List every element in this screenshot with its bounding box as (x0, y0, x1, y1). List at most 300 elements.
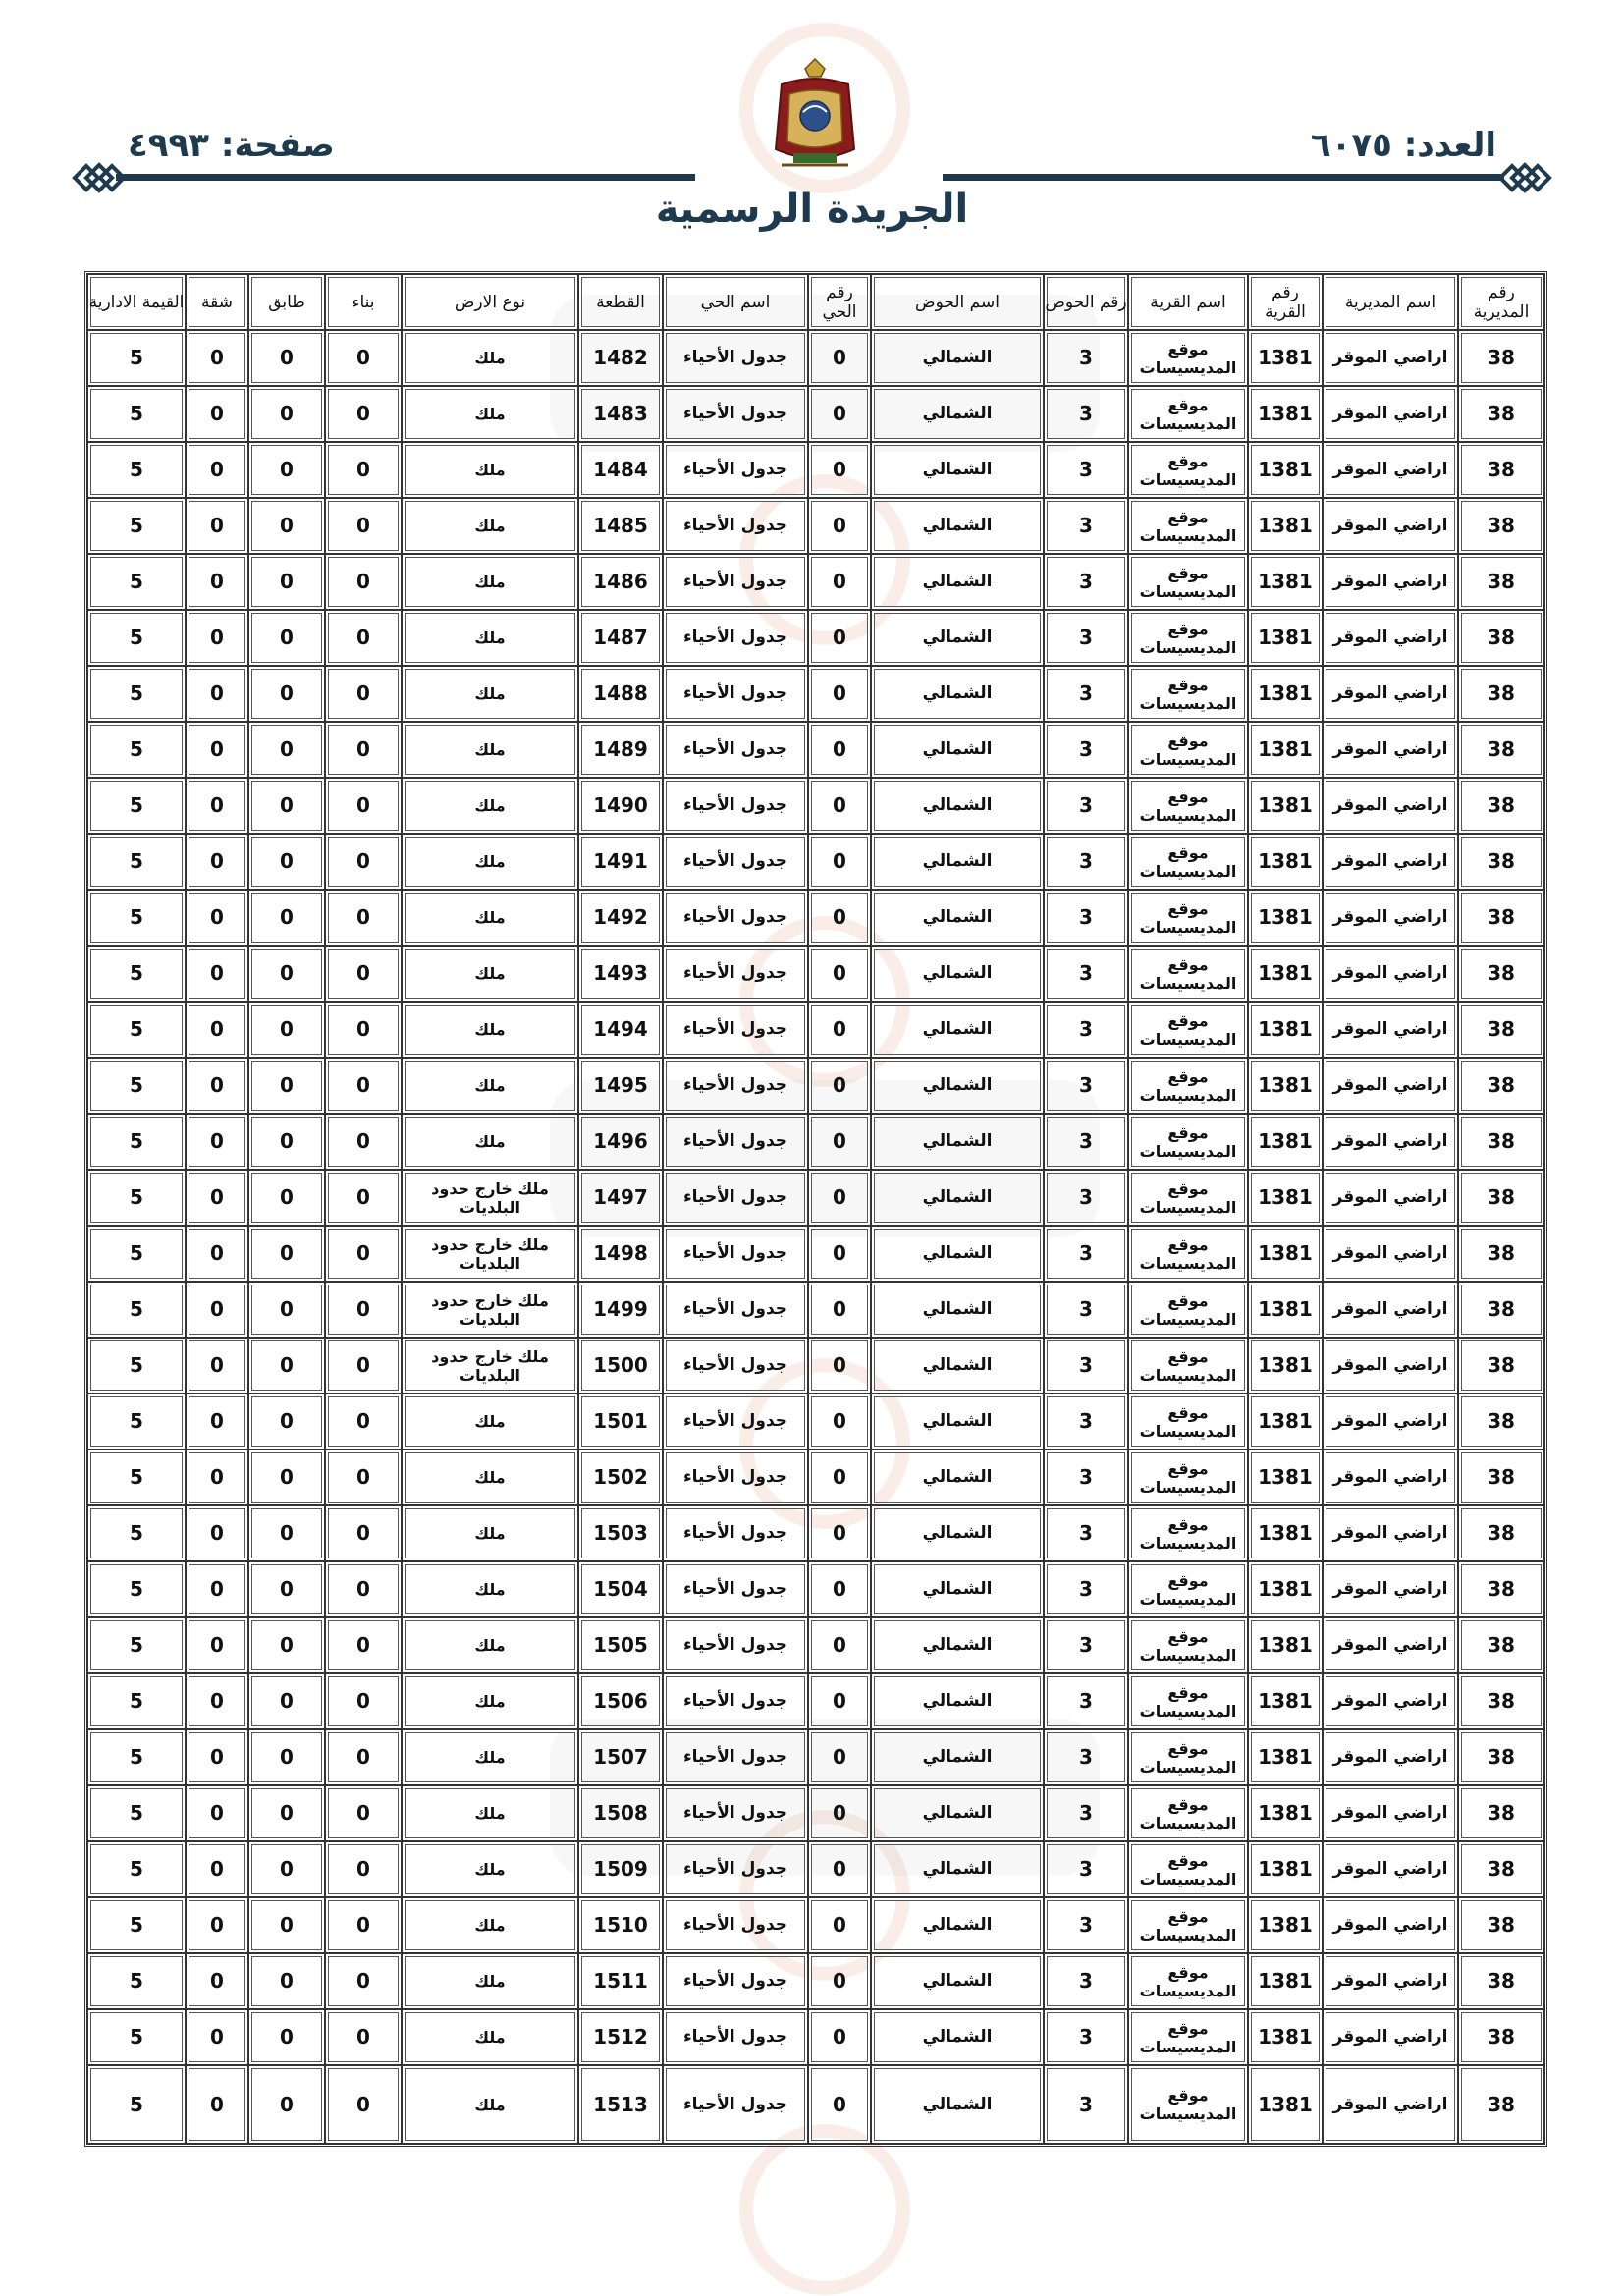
cell-basin-no: 3 (1044, 1953, 1128, 2009)
cell-apartment: 0 (186, 2065, 248, 2144)
cell-building: 0 (325, 1897, 402, 1953)
cell-district-no: 0 (808, 778, 871, 834)
cell-village-no: 1381 (1248, 666, 1323, 722)
cell-land-type: ملك (402, 1394, 578, 1449)
cell-plot-no: 1482 (578, 330, 663, 386)
cell-apartment: 0 (186, 1729, 248, 1785)
cell-building: 0 (325, 442, 402, 498)
header-land-type: نوع الارض (402, 274, 578, 330)
cell-admin-value: 5 (87, 2065, 186, 2144)
table-row (87, 1114, 1544, 1170)
cell-apartment: 0 (186, 442, 248, 498)
cell-floor: 0 (248, 834, 325, 890)
cell-land-type: ملك (402, 1002, 578, 1058)
cell-plot-no: 1488 (578, 666, 663, 722)
cell-directorate-name: اراضي الموقر (1323, 946, 1458, 1002)
cell-apartment: 0 (186, 1841, 248, 1897)
cell-basin-name: الشمالي (871, 1394, 1044, 1449)
cell-building: 0 (325, 610, 402, 666)
cell-district-no: 0 (808, 498, 871, 554)
cell-directorate-name: اراضي الموقر (1323, 330, 1458, 386)
header-plot: القطعة (578, 274, 663, 330)
cell-district-name: جدول الأحياء (663, 1338, 808, 1394)
cell-basin-no: 3 (1044, 330, 1128, 386)
cell-land-type: ملك (402, 442, 578, 498)
cell-land-type: ملك (402, 554, 578, 610)
cell-basin-name: الشمالي (871, 2065, 1044, 2144)
table-row (87, 890, 1544, 946)
cell-admin-value: 5 (87, 666, 186, 722)
table-row (87, 834, 1544, 890)
cell-basin-no: 3 (1044, 1617, 1128, 1673)
header-floor: طابق (248, 274, 325, 330)
cell-basin-name: الشمالي (871, 1449, 1044, 1505)
cell-floor: 0 (248, 1394, 325, 1449)
cell-village-name: موقع المديسيسات (1128, 1282, 1248, 1338)
cell-district-no: 0 (808, 666, 871, 722)
cell-floor: 0 (248, 2065, 325, 2144)
cell-district-name: جدول الأحياء (663, 666, 808, 722)
cell-district-name: جدول الأحياء (663, 498, 808, 554)
cell-directorate-no: 38 (1458, 1226, 1544, 1282)
table-row (87, 554, 1544, 610)
cell-village-no: 1381 (1248, 1394, 1323, 1449)
cell-village-no: 1381 (1248, 1449, 1323, 1505)
cell-land-type: ملك (402, 1058, 578, 1114)
cell-floor: 0 (248, 1226, 325, 1282)
cell-apartment: 0 (186, 1673, 248, 1729)
cell-plot-no: 1499 (578, 1282, 663, 1338)
cell-building: 0 (325, 1114, 402, 1170)
cell-admin-value: 5 (87, 442, 186, 498)
table-row (87, 1953, 1544, 2009)
cell-village-name: موقع المديسيسات (1128, 386, 1248, 442)
cell-district-no: 0 (808, 442, 871, 498)
cell-directorate-no: 38 (1458, 1505, 1544, 1561)
cell-floor: 0 (248, 666, 325, 722)
cell-district-name: جدول الأحياء (663, 386, 808, 442)
cell-basin-name: الشمالي (871, 386, 1044, 442)
cell-district-name: جدول الأحياء (663, 330, 808, 386)
cell-plot-no: 1498 (578, 1226, 663, 1282)
cell-basin-no: 3 (1044, 778, 1128, 834)
cell-basin-no: 3 (1044, 1841, 1128, 1897)
cell-apartment: 0 (186, 2009, 248, 2065)
cell-admin-value: 5 (87, 1729, 186, 1785)
cell-village-name: موقع المديسيسات (1128, 1673, 1248, 1729)
cell-land-type: ملك (402, 1561, 578, 1617)
cell-land-type: ملك (402, 2009, 578, 2065)
cell-basin-name: الشمالي (871, 498, 1044, 554)
cell-directorate-name: اراضي الموقر (1323, 1170, 1458, 1226)
cell-basin-no: 3 (1044, 1002, 1128, 1058)
cell-basin-name: الشمالي (871, 666, 1044, 722)
cell-land-type: ملك (402, 778, 578, 834)
cell-land-type: ملك (402, 834, 578, 890)
table-row (87, 2065, 1544, 2144)
cell-land-type: ملك (402, 890, 578, 946)
cell-village-name: موقع المديسيسات (1128, 890, 1248, 946)
cell-directorate-no: 38 (1458, 498, 1544, 554)
cell-village-no: 1381 (1248, 1617, 1323, 1673)
cell-basin-no: 3 (1044, 1170, 1128, 1226)
cell-floor: 0 (248, 386, 325, 442)
cell-directorate-no: 38 (1458, 330, 1544, 386)
cell-basin-no: 3 (1044, 1729, 1128, 1785)
cell-building: 0 (325, 2065, 402, 2144)
cell-district-no: 0 (808, 1505, 871, 1561)
cell-district-no: 0 (808, 1058, 871, 1114)
table-row (87, 1170, 1544, 1226)
table-row (87, 1449, 1544, 1505)
table-row (87, 1673, 1544, 1729)
cell-basin-no: 3 (1044, 1561, 1128, 1617)
cell-basin-name: الشمالي (871, 834, 1044, 890)
cell-basin-no: 3 (1044, 722, 1128, 778)
cell-apartment: 0 (186, 610, 248, 666)
table-row (87, 1505, 1544, 1561)
cell-village-name: موقع المديسيسات (1128, 1561, 1248, 1617)
cell-village-name: موقع المديسيسات (1128, 1617, 1248, 1673)
cell-village-no: 1381 (1248, 2009, 1323, 2065)
cell-district-name: جدول الأحياء (663, 778, 808, 834)
cell-plot-no: 1487 (578, 610, 663, 666)
cell-plot-no: 1483 (578, 386, 663, 442)
cell-basin-name: الشمالي (871, 610, 1044, 666)
cell-floor: 0 (248, 1114, 325, 1170)
cell-plot-no: 1502 (578, 1449, 663, 1505)
cell-district-no: 0 (808, 722, 871, 778)
table-row (87, 1841, 1544, 1897)
cell-directorate-no: 38 (1458, 1953, 1544, 2009)
cell-district-name: جدول الأحياء (663, 1058, 808, 1114)
cell-directorate-name: اراضي الموقر (1323, 2065, 1458, 2144)
cell-building: 0 (325, 1002, 402, 1058)
cell-plot-no: 1484 (578, 442, 663, 498)
cell-village-name: موقع المديسيسات (1128, 2009, 1248, 2065)
table-row (87, 946, 1544, 1002)
cell-village-no: 1381 (1248, 1785, 1323, 1841)
cell-plot-no: 1509 (578, 1841, 663, 1897)
cell-village-name: موقع المديسيسات (1128, 610, 1248, 666)
header-village-no: رقم القرية (1248, 274, 1323, 330)
cell-apartment: 0 (186, 778, 248, 834)
cell-basin-name: الشمالي (871, 1785, 1044, 1841)
header-apartment: شقة (186, 274, 248, 330)
cell-village-no: 1381 (1248, 1338, 1323, 1394)
cell-directorate-no: 38 (1458, 666, 1544, 722)
cell-building: 0 (325, 1170, 402, 1226)
cell-directorate-no: 38 (1458, 610, 1544, 666)
cell-directorate-no: 38 (1458, 1841, 1544, 1897)
cell-admin-value: 5 (87, 946, 186, 1002)
cell-building: 0 (325, 1394, 402, 1449)
cell-basin-name: الشمالي (871, 2009, 1044, 2065)
cell-village-no: 1381 (1248, 1114, 1323, 1170)
cell-district-name: جدول الأحياء (663, 890, 808, 946)
cell-district-no: 0 (808, 1394, 871, 1449)
cell-district-no: 0 (808, 1002, 871, 1058)
cell-basin-name: الشمالي (871, 1282, 1044, 1338)
cell-village-name: موقع المديسيسات (1128, 498, 1248, 554)
cell-admin-value: 5 (87, 1226, 186, 1282)
cell-directorate-no: 38 (1458, 1561, 1544, 1617)
cell-building: 0 (325, 1338, 402, 1394)
cell-admin-value: 5 (87, 1058, 186, 1114)
cell-floor: 0 (248, 778, 325, 834)
cell-land-type: ملك (402, 1505, 578, 1561)
cell-district-name: جدول الأحياء (663, 946, 808, 1002)
cell-admin-value: 5 (87, 330, 186, 386)
cell-apartment: 0 (186, 498, 248, 554)
cell-building: 0 (325, 1729, 402, 1785)
table-row (87, 610, 1544, 666)
cell-directorate-name: اراضي الموقر (1323, 834, 1458, 890)
cell-land-type: ملك (402, 498, 578, 554)
cell-floor: 0 (248, 1617, 325, 1673)
cell-admin-value: 5 (87, 834, 186, 890)
cell-admin-value: 5 (87, 1394, 186, 1449)
cell-land-type: ملك (402, 2065, 578, 2144)
cell-village-no: 1381 (1248, 2065, 1323, 2144)
cell-floor: 0 (248, 442, 325, 498)
cell-floor: 0 (248, 1449, 325, 1505)
cell-directorate-no: 38 (1458, 1114, 1544, 1170)
header-directorate-name: اسم المديرية (1323, 274, 1458, 330)
cell-apartment: 0 (186, 666, 248, 722)
table-row (87, 1394, 1544, 1449)
cell-apartment: 0 (186, 1338, 248, 1394)
cell-building: 0 (325, 554, 402, 610)
cell-village-no: 1381 (1248, 1226, 1323, 1282)
table-row (87, 1785, 1544, 1841)
cell-basin-name: الشمالي (871, 1170, 1044, 1226)
cell-directorate-no: 38 (1458, 1058, 1544, 1114)
cell-basin-no: 3 (1044, 666, 1128, 722)
cell-land-type: ملك (402, 1617, 578, 1673)
cell-district-name: جدول الأحياء (663, 1729, 808, 1785)
cell-district-no: 0 (808, 890, 871, 946)
cell-village-name: موقع المديسيسات (1128, 834, 1248, 890)
cell-directorate-name: اراضي الموقر (1323, 666, 1458, 722)
cell-directorate-no: 38 (1458, 1449, 1544, 1505)
cell-plot-no: 1493 (578, 946, 663, 1002)
cell-building: 0 (325, 1282, 402, 1338)
cell-basin-no: 3 (1044, 1058, 1128, 1114)
cell-plot-no: 1512 (578, 2009, 663, 2065)
cell-building: 0 (325, 1673, 402, 1729)
cell-village-no: 1381 (1248, 330, 1323, 386)
table-row (87, 778, 1544, 834)
cell-directorate-no: 38 (1458, 386, 1544, 442)
cell-village-name: موقع المديسيسات (1128, 554, 1248, 610)
table-row (87, 1002, 1544, 1058)
cell-building: 0 (325, 1058, 402, 1114)
cell-building: 0 (325, 722, 402, 778)
cell-district-name: جدول الأحياء (663, 834, 808, 890)
cell-basin-no: 3 (1044, 1505, 1128, 1561)
cell-village-name: موقع المديسيسات (1128, 722, 1248, 778)
cell-district-no: 0 (808, 1561, 871, 1617)
cell-building: 0 (325, 1226, 402, 1282)
cell-building: 0 (325, 946, 402, 1002)
cell-floor: 0 (248, 1673, 325, 1729)
cell-directorate-no: 38 (1458, 1170, 1544, 1226)
cell-plot-no: 1486 (578, 554, 663, 610)
cell-land-type: ملك خارج حدود البلديات (402, 1338, 578, 1394)
cell-land-type: ملك (402, 1785, 578, 1841)
cell-plot-no: 1489 (578, 722, 663, 778)
cell-village-name: موقع المديسيسات (1128, 1729, 1248, 1785)
cell-plot-no: 1513 (578, 2065, 663, 2144)
cell-directorate-name: اراضي الموقر (1323, 1338, 1458, 1394)
header-directorate-no: رقم المديرية (1458, 274, 1544, 330)
cell-plot-no: 1497 (578, 1170, 663, 1226)
cell-district-name: جدول الأحياء (663, 1114, 808, 1170)
cell-land-type: ملك خارج حدود البلديات (402, 1282, 578, 1338)
cell-district-no: 0 (808, 1226, 871, 1282)
cell-village-no: 1381 (1248, 722, 1323, 778)
cell-village-no: 1381 (1248, 1953, 1323, 2009)
cell-building: 0 (325, 1617, 402, 1673)
cell-district-name: جدول الأحياء (663, 1449, 808, 1505)
cell-village-name: موقع المديسيسات (1128, 442, 1248, 498)
cell-directorate-name: اراضي الموقر (1323, 1841, 1458, 1897)
cell-basin-name: الشمالي (871, 1505, 1044, 1561)
cell-village-name: موقع المديسيسات (1128, 330, 1248, 386)
header-district-name: اسم الحي (663, 274, 808, 330)
cell-village-name: موقع المديسيسات (1128, 1338, 1248, 1394)
cell-district-name: جدول الأحياء (663, 1282, 808, 1338)
cell-admin-value: 5 (87, 1449, 186, 1505)
cell-directorate-name: اراضي الموقر (1323, 1785, 1458, 1841)
cell-floor: 0 (248, 1953, 325, 2009)
cell-basin-no: 3 (1044, 1282, 1128, 1338)
cell-admin-value: 5 (87, 1897, 186, 1953)
cell-village-name: موقع المديسيسات (1128, 1897, 1248, 1953)
cell-district-name: جدول الأحياء (663, 2065, 808, 2144)
cell-floor: 0 (248, 1338, 325, 1394)
cell-admin-value: 5 (87, 554, 186, 610)
cell-building: 0 (325, 834, 402, 890)
cell-floor: 0 (248, 722, 325, 778)
cell-directorate-name: اراضي الموقر (1323, 1505, 1458, 1561)
cell-apartment: 0 (186, 1897, 248, 1953)
cell-directorate-no: 38 (1458, 1002, 1544, 1058)
cell-floor: 0 (248, 1841, 325, 1897)
table-row (87, 498, 1544, 554)
cell-district-no: 0 (808, 946, 871, 1002)
cell-plot-no: 1511 (578, 1953, 663, 2009)
table-row (87, 1897, 1544, 1953)
cell-basin-name: الشمالي (871, 946, 1044, 1002)
cell-basin-no: 3 (1044, 1897, 1128, 1953)
cell-building: 0 (325, 498, 402, 554)
cell-admin-value: 5 (87, 1170, 186, 1226)
cell-apartment: 0 (186, 1170, 248, 1226)
cell-basin-no: 3 (1044, 1338, 1128, 1394)
cell-directorate-no: 38 (1458, 1729, 1544, 1785)
cell-admin-value: 5 (87, 2009, 186, 2065)
table-row (87, 1729, 1544, 1785)
table-header-row (87, 274, 1544, 330)
cell-floor: 0 (248, 330, 325, 386)
cell-basin-name: الشمالي (871, 1338, 1044, 1394)
cell-basin-name: الشمالي (871, 442, 1044, 498)
cell-directorate-no: 38 (1458, 442, 1544, 498)
cell-directorate-name: اراضي الموقر (1323, 554, 1458, 610)
cell-apartment: 0 (186, 1505, 248, 1561)
cell-village-name: موقع المديسيسات (1128, 1002, 1248, 1058)
cell-village-name: موقع المديسيسات (1128, 946, 1248, 1002)
header-basin-no: رقم الحوض (1044, 274, 1128, 330)
cell-district-name: جدول الأحياء (663, 1841, 808, 1897)
cell-district-no: 0 (808, 610, 871, 666)
cell-village-no: 1381 (1248, 442, 1323, 498)
cell-district-no: 0 (808, 1897, 871, 1953)
land-records-table (84, 271, 1542, 2147)
cell-district-name: جدول الأحياء (663, 1170, 808, 1226)
cell-apartment: 0 (186, 946, 248, 1002)
cell-basin-name: الشمالي (871, 1058, 1044, 1114)
cell-village-no: 1381 (1248, 1282, 1323, 1338)
cell-district-name: جدول الأحياء (663, 442, 808, 498)
cell-admin-value: 5 (87, 1673, 186, 1729)
cell-floor: 0 (248, 1282, 325, 1338)
cell-district-name: جدول الأحياء (663, 1897, 808, 1953)
cell-floor: 0 (248, 1002, 325, 1058)
cell-admin-value: 5 (87, 1114, 186, 1170)
cell-basin-name: الشمالي (871, 1897, 1044, 1953)
cell-admin-value: 5 (87, 386, 186, 442)
cell-land-type: ملك (402, 1729, 578, 1785)
cell-district-no: 0 (808, 1953, 871, 2009)
cell-plot-no: 1495 (578, 1058, 663, 1114)
cell-apartment: 0 (186, 1394, 248, 1449)
cell-basin-name: الشمالي (871, 1226, 1044, 1282)
cell-district-no: 0 (808, 2065, 871, 2144)
cell-basin-no: 3 (1044, 1114, 1128, 1170)
cell-building: 0 (325, 778, 402, 834)
cell-directorate-no: 38 (1458, 946, 1544, 1002)
page-title: الجريدة الرسمية (655, 187, 969, 232)
table-row (87, 330, 1544, 386)
cell-directorate-name: اراضي الموقر (1323, 610, 1458, 666)
cell-land-type: ملك خارج حدود البلديات (402, 1170, 578, 1226)
cell-district-no: 0 (808, 2009, 871, 2065)
cell-floor: 0 (248, 1729, 325, 1785)
cell-district-no: 0 (808, 1841, 871, 1897)
table-row (87, 2009, 1544, 2065)
cell-directorate-name: اراضي الموقر (1323, 1673, 1458, 1729)
cell-district-name: جدول الأحياء (663, 1673, 808, 1729)
cell-village-no: 1381 (1248, 946, 1323, 1002)
cell-district-no: 0 (808, 834, 871, 890)
cell-plot-no: 1510 (578, 1897, 663, 1953)
cell-plot-no: 1504 (578, 1561, 663, 1617)
cell-directorate-name: اراضي الموقر (1323, 890, 1458, 946)
cell-plot-no: 1496 (578, 1114, 663, 1170)
cell-floor: 0 (248, 1897, 325, 1953)
cell-basin-name: الشمالي (871, 722, 1044, 778)
cell-building: 0 (325, 386, 402, 442)
cell-directorate-no: 38 (1458, 834, 1544, 890)
cell-apartment: 0 (186, 1058, 248, 1114)
cell-admin-value: 5 (87, 1561, 186, 1617)
cell-directorate-name: اراضي الموقر (1323, 1617, 1458, 1673)
cell-land-type: ملك (402, 330, 578, 386)
cell-building: 0 (325, 1449, 402, 1505)
